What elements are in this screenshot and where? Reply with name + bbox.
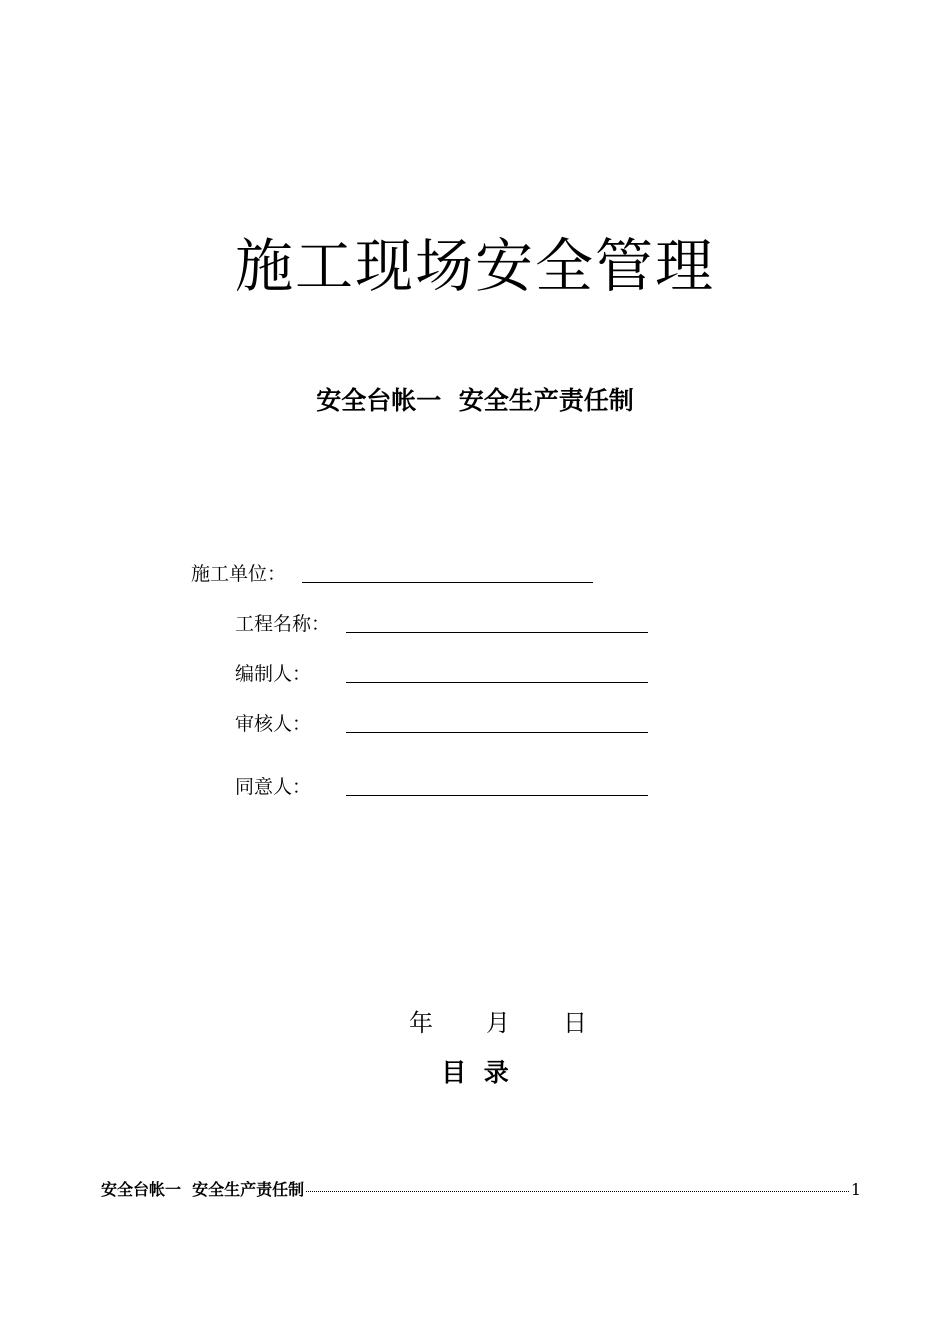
construction-unit-field xyxy=(191,558,611,590)
toc-entry-page-number: 1 xyxy=(850,1180,861,1199)
toc-entry[interactable] xyxy=(101,1176,861,1204)
project-name-field xyxy=(235,608,655,640)
date-row xyxy=(0,1005,950,1041)
toc-leader-dots xyxy=(306,1191,849,1192)
project-name-label: 工程名称： xyxy=(235,613,331,635)
reviewer-label: 审核人： xyxy=(235,713,312,735)
date-day-label: 日 xyxy=(563,1009,587,1037)
compiler-blank-line xyxy=(346,682,648,683)
approver-field xyxy=(235,771,655,803)
compiler-field xyxy=(235,658,655,690)
document-subtitle: 安全台帐一 安全生产责任制 xyxy=(316,386,634,415)
construction-unit-label: 施工单位： xyxy=(191,563,287,585)
approver-label: 同意人： xyxy=(235,776,312,798)
compiler-label: 编制人： xyxy=(235,663,312,685)
reviewer-blank-line xyxy=(346,732,648,733)
toc-title: 目 录 xyxy=(441,1058,509,1087)
construction-unit-blank-line xyxy=(302,582,593,583)
toc-entry-label: 安全台帐一 安全生产责任制 xyxy=(101,1180,305,1199)
date-month-label: 月 xyxy=(486,1009,510,1037)
date-year-label: 年 xyxy=(409,1009,433,1037)
reviewer-field xyxy=(235,708,655,740)
project-name-blank-line xyxy=(346,632,648,633)
approver-blank-line xyxy=(346,795,648,796)
document-title: 施工现场安全管理 xyxy=(234,232,715,300)
